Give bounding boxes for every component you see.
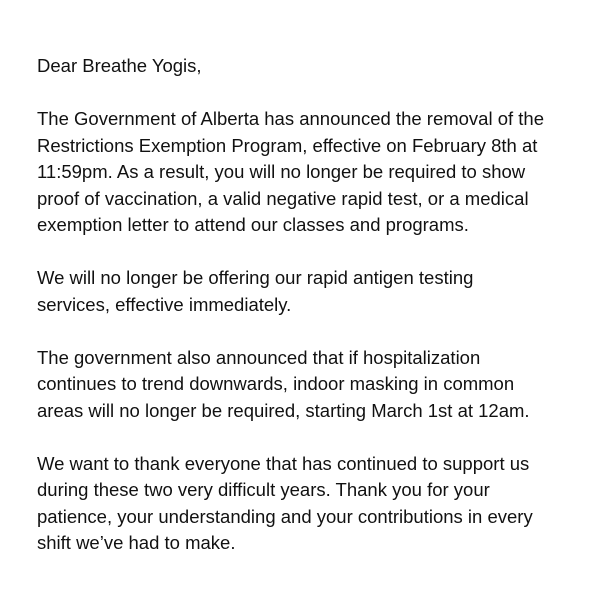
paragraph-line: shift we’ve had to make. (37, 532, 236, 553)
paragraph-line: areas will no longer be required, starting March 1st at 12am. (37, 399, 530, 421)
paragraph-line: continues to trend downwards, indoor masking in common (37, 373, 515, 394)
paragraph-line: The government also announced that if hospitalization (37, 346, 481, 368)
paragraph-line: proof of vaccination, a valid negative rapid test, or a medical (37, 187, 529, 209)
paragraph-line: exemption letter to attend our classes and programs. (37, 214, 469, 235)
paragraph-testing-services (37, 265, 567, 318)
paragraph-line: 11:59pm. As a result, you will no longer be required to show (37, 161, 526, 182)
paragraph-line: Restrictions Exemption Program, effective on February 8th at (37, 134, 538, 156)
paragraph-line: The Government of Alberta has announced the removal of the (37, 108, 545, 129)
paragraph-line: during these two very difficult years. Thank you for your (37, 479, 490, 500)
paragraph-line: We will no longer be offering our rapid antigen testing (37, 267, 474, 288)
letter-body (37, 53, 567, 557)
paragraph-line: We want to thank everyone that has continued to support us (37, 452, 530, 474)
greeting-text: Dear Breathe Yogis, (37, 55, 202, 76)
paragraph-restrictions-removal (37, 106, 567, 239)
paragraph-line: services, effective immediately. (37, 293, 292, 315)
paragraph-line: patience, your understanding and your contributions in every (37, 505, 533, 527)
paragraph-masking (37, 345, 567, 425)
letter-greeting (37, 53, 567, 80)
paragraph-thank-you (37, 451, 567, 557)
